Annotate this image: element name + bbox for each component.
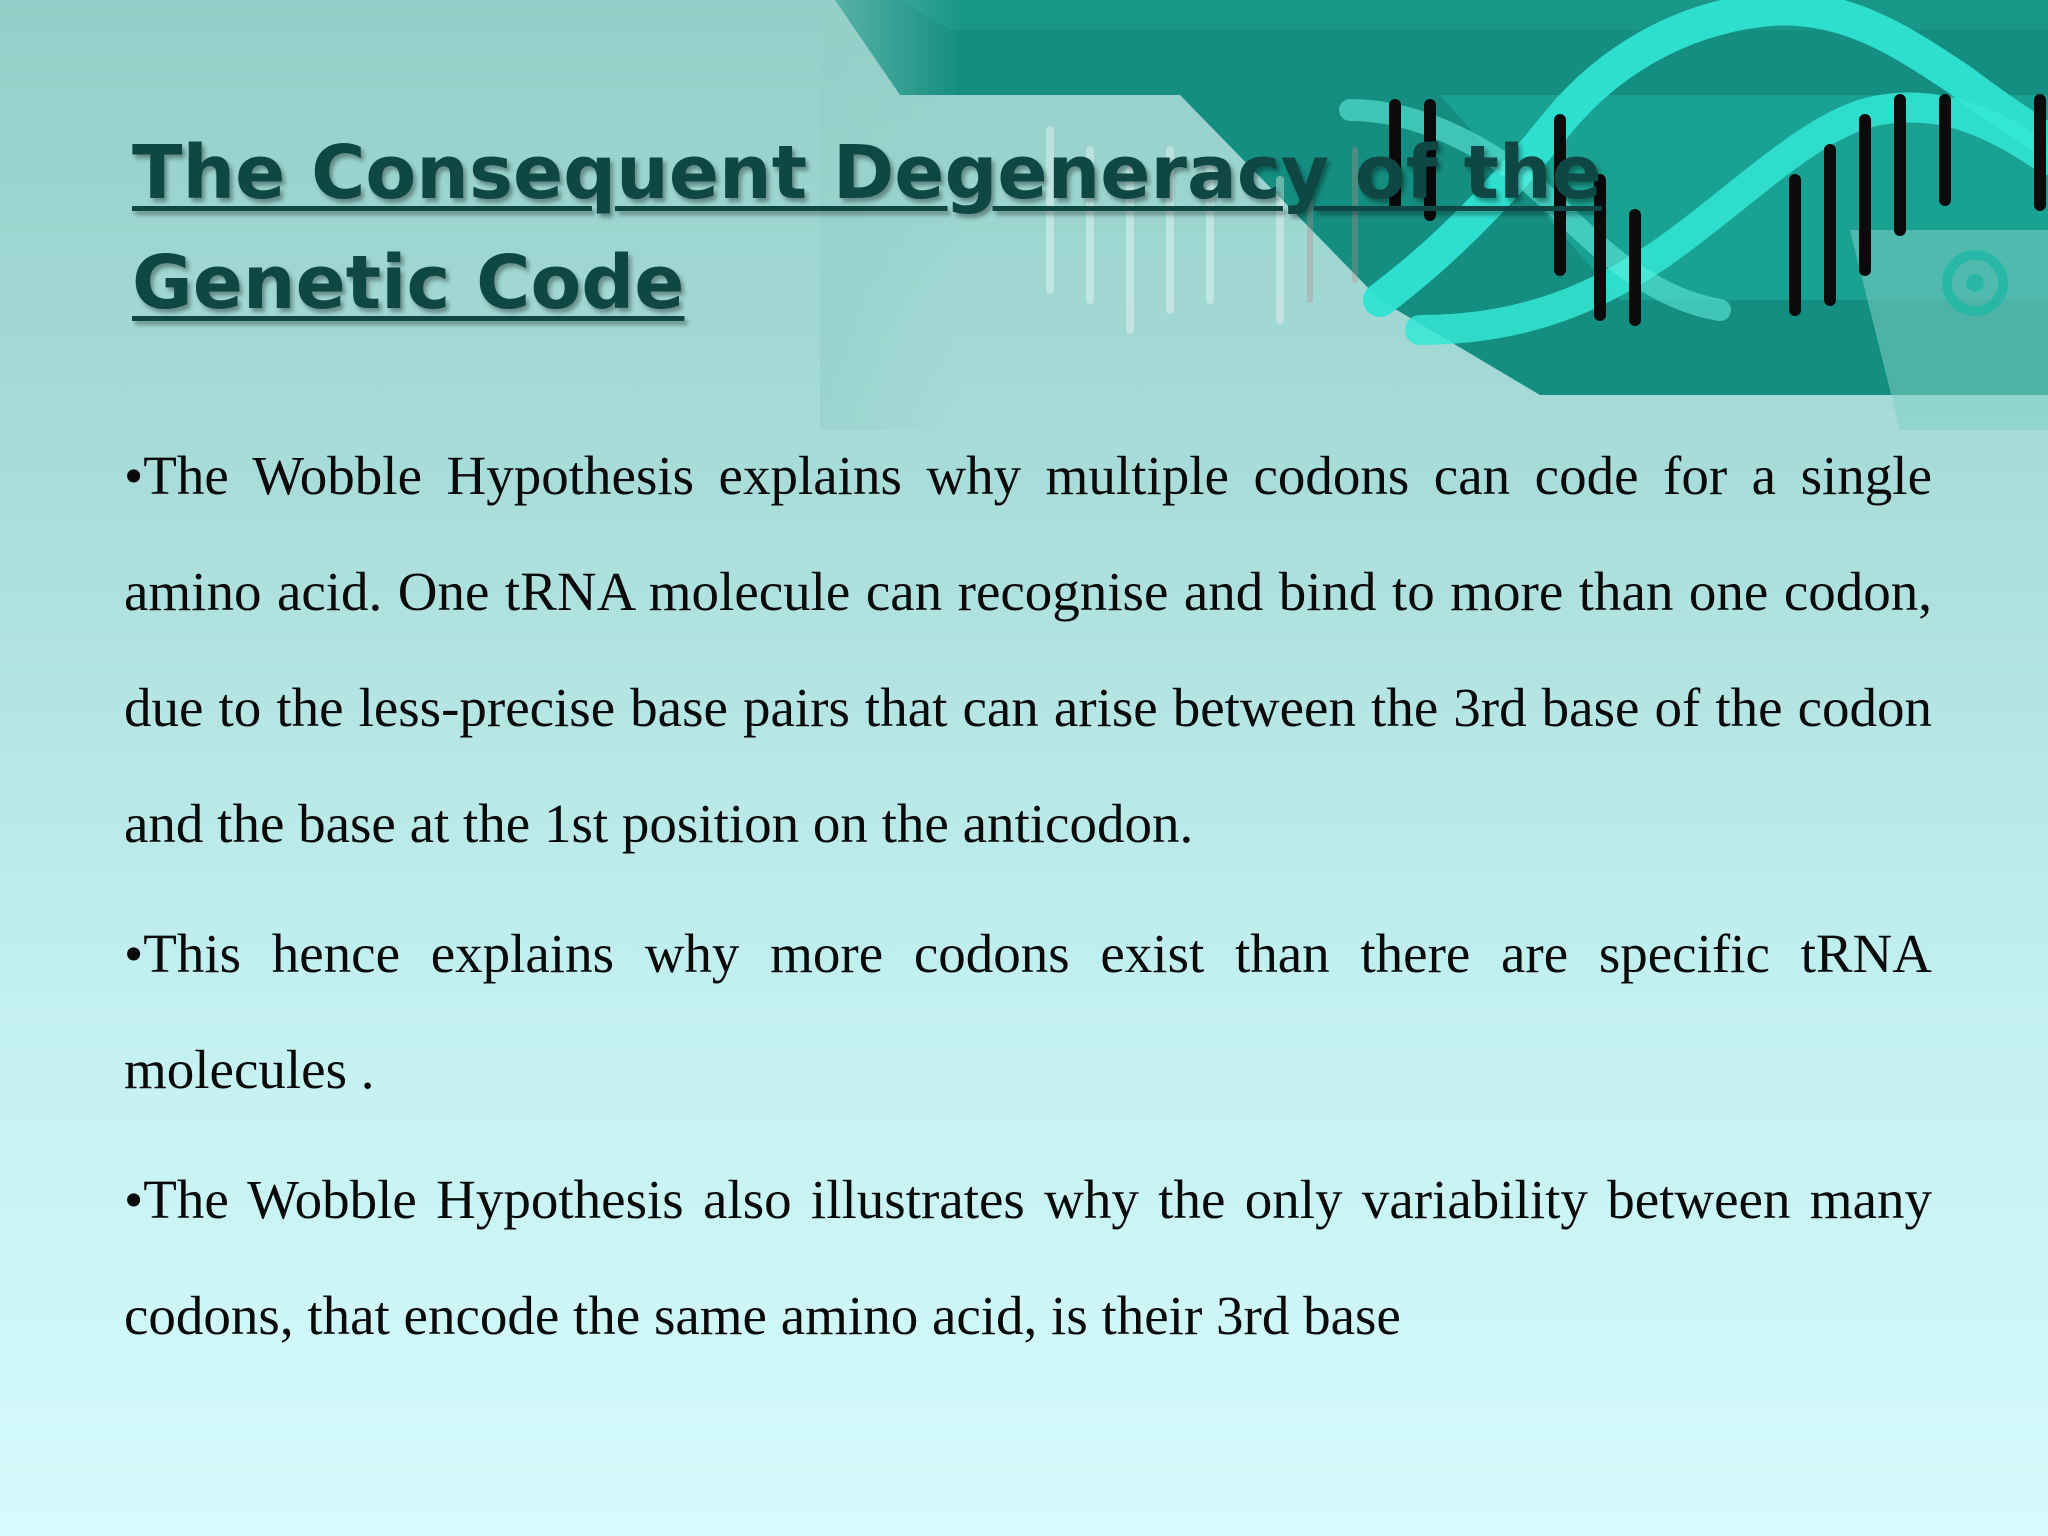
bullet-item-3: •The Wobble Hypothesis also illustrates why the only variability between many codons, that encode the same amino acid, is their 3rd base bbox=[124, 1169, 1932, 1346]
bullet-list bbox=[124, 418, 1932, 1388]
slide-title: The Consequent Degeneracy of the Genetic Code bbox=[132, 130, 1602, 326]
bullet-item-2: •This hence explains why more codons exist than there are specific tRNA molecules . bbox=[124, 923, 1932, 1100]
bullet-item-1: •The Wobble Hypothesis explains why multiple codons can code for a single amino acid. One tRNA molecule can recognise and bind to more than one codon, due to the less-precise base pairs that can arise between the 3rd base of the codon and the base at the 1st position on the anticodon. bbox=[124, 445, 1932, 854]
